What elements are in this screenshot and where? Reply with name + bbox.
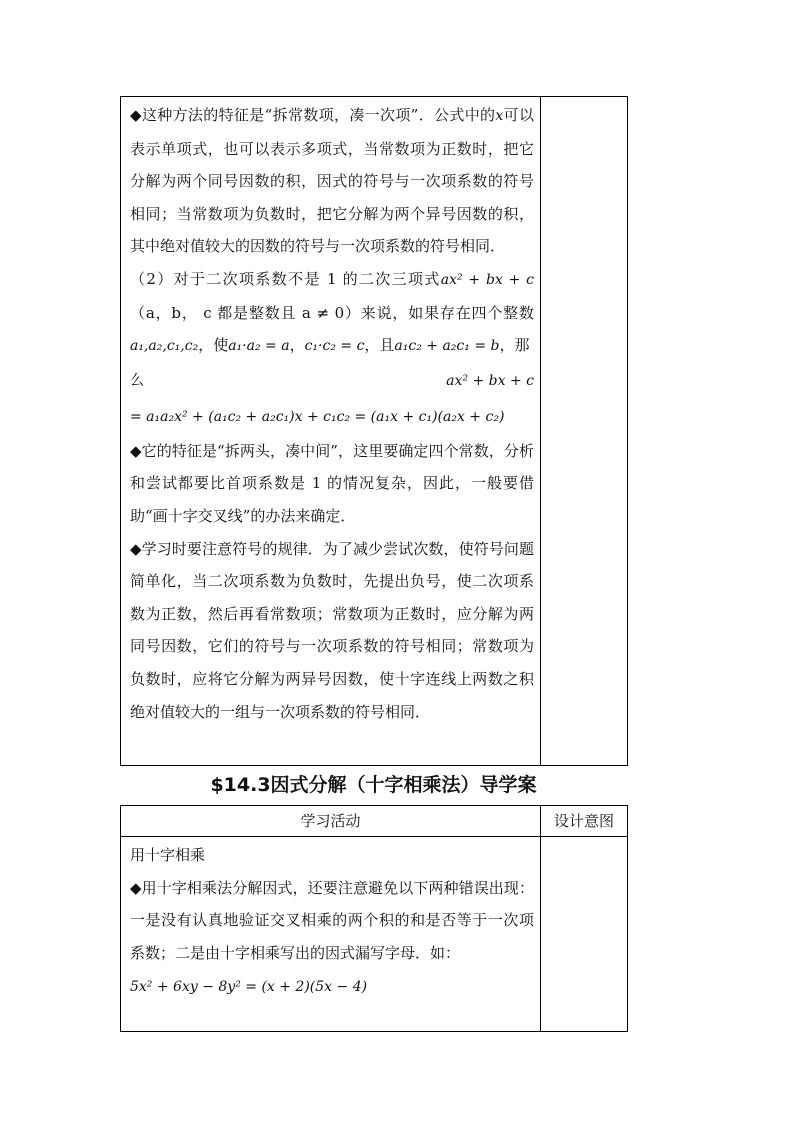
math-cond1: a₁·a₂ = a xyxy=(228,338,290,355)
math-example: 5x² + 6xy − 8y² = (x + 2)(5x − 4) xyxy=(130,979,368,996)
design-intent-cell-2 xyxy=(541,837,628,1032)
math-ints: a₁,a₂,c₁,c₂ xyxy=(130,338,199,355)
line-cross-multiply: 用十字相乘 xyxy=(130,846,206,864)
paragraph-errors: ◆用十字相乘法分解因式，还要注意避免以下两种错误出现：一是没有认真地验证交叉相乘的两个积的和是否等于一次项系数；二是由十字相乘写出的因式漏写字母．如： xyxy=(130,878,534,962)
paragraph-feature-two: ◆它的特征是“拆两头，凑中间”，这里要确定四个常数，分析和尝试都要比首项系数是 1 的情况复杂，因此，一般要借助“画十字交叉线”的办法来确定． xyxy=(130,441,534,525)
math-formula: = a₁a₂x² + (a₁c₂ + a₂c₁)x + c₁c₂ = (a₁x + c₁)(a₂x + c₂) xyxy=(130,408,505,425)
text-p2b: （a，b， c 都是整数且 a ≠ 0）来说，如果存在四个整数 xyxy=(130,303,534,322)
text-p1: ◆这种方法的特征是“拆常数项，凑一次项”．公式中的 xyxy=(130,106,496,124)
text-p2f: 么 xyxy=(130,372,144,389)
formula-lhs-line xyxy=(121,363,540,399)
content-table-bottom xyxy=(120,805,628,1032)
math-lhs: ax² + bx + c xyxy=(446,372,534,389)
header-design-intent: 设计意图 xyxy=(541,806,628,837)
math-cond2: c₁·c₂ = c xyxy=(304,338,365,355)
activity-cell xyxy=(121,837,541,1032)
paragraph-sign-rule: ◆学习时要注意符号的规律．为了减少尝试次数，使符号问题简单化，当二次项系数为负数时，先提出负号，使二次项系数为正数，然后再看常数项；常数项为正数时，应分解为两同号因数，它们的符号与一次项系数的符号相同；常数项为负数时，应将它分解为两异号因数，使十字连线上两数之积绝对值较大的一组与一次项系数的符号相同． xyxy=(130,539,534,721)
page-title: $14.3因式分解（十字相乘法）导学案 xyxy=(210,774,537,796)
paragraph-quadratic: （2）对于二次项系数不是 1 的二次三项式ax² + bx + c（a，b， c 都是整数且 a ≠ 0）来说，如果存在四个整数a₁,a₂,c₁,c₂，使a₁·a₂ = a，c₁·c₂ = c，且a₁c₂ + a₂c₁ = b，那 xyxy=(130,269,534,355)
text-p1-rest: 可以表示单项式，也可以表示多项式，当常数项为正数时，把它分解为两个同号因数的积，因式的符号与一次项系数的符号相同；当常数项为负数时，把它分解为两个异号因数的积，其中绝对值较大的因数的符号与一次项系数的符号相同． xyxy=(130,106,534,256)
content-table-top xyxy=(120,96,628,766)
math-var-x: x xyxy=(495,108,504,124)
text-p2a: （2）对于二次项系数不是 1 的二次三项式 xyxy=(130,269,441,288)
paragraph-method-feature xyxy=(121,97,540,263)
example-line xyxy=(121,969,540,1005)
math-cond3: a₁c₂ + a₂c₁ = b xyxy=(394,338,500,355)
text-p2e: ，那 xyxy=(499,336,530,355)
content-cell-main xyxy=(121,97,541,766)
formula-expansion xyxy=(121,399,540,435)
header-learning-activity: 学习活动 xyxy=(121,806,541,837)
design-intent-cell xyxy=(541,97,628,766)
text-p2c: ，使 xyxy=(198,336,229,355)
text-p2d: ，且 xyxy=(364,336,395,355)
math-expr: ax² + bx + c xyxy=(440,271,534,288)
